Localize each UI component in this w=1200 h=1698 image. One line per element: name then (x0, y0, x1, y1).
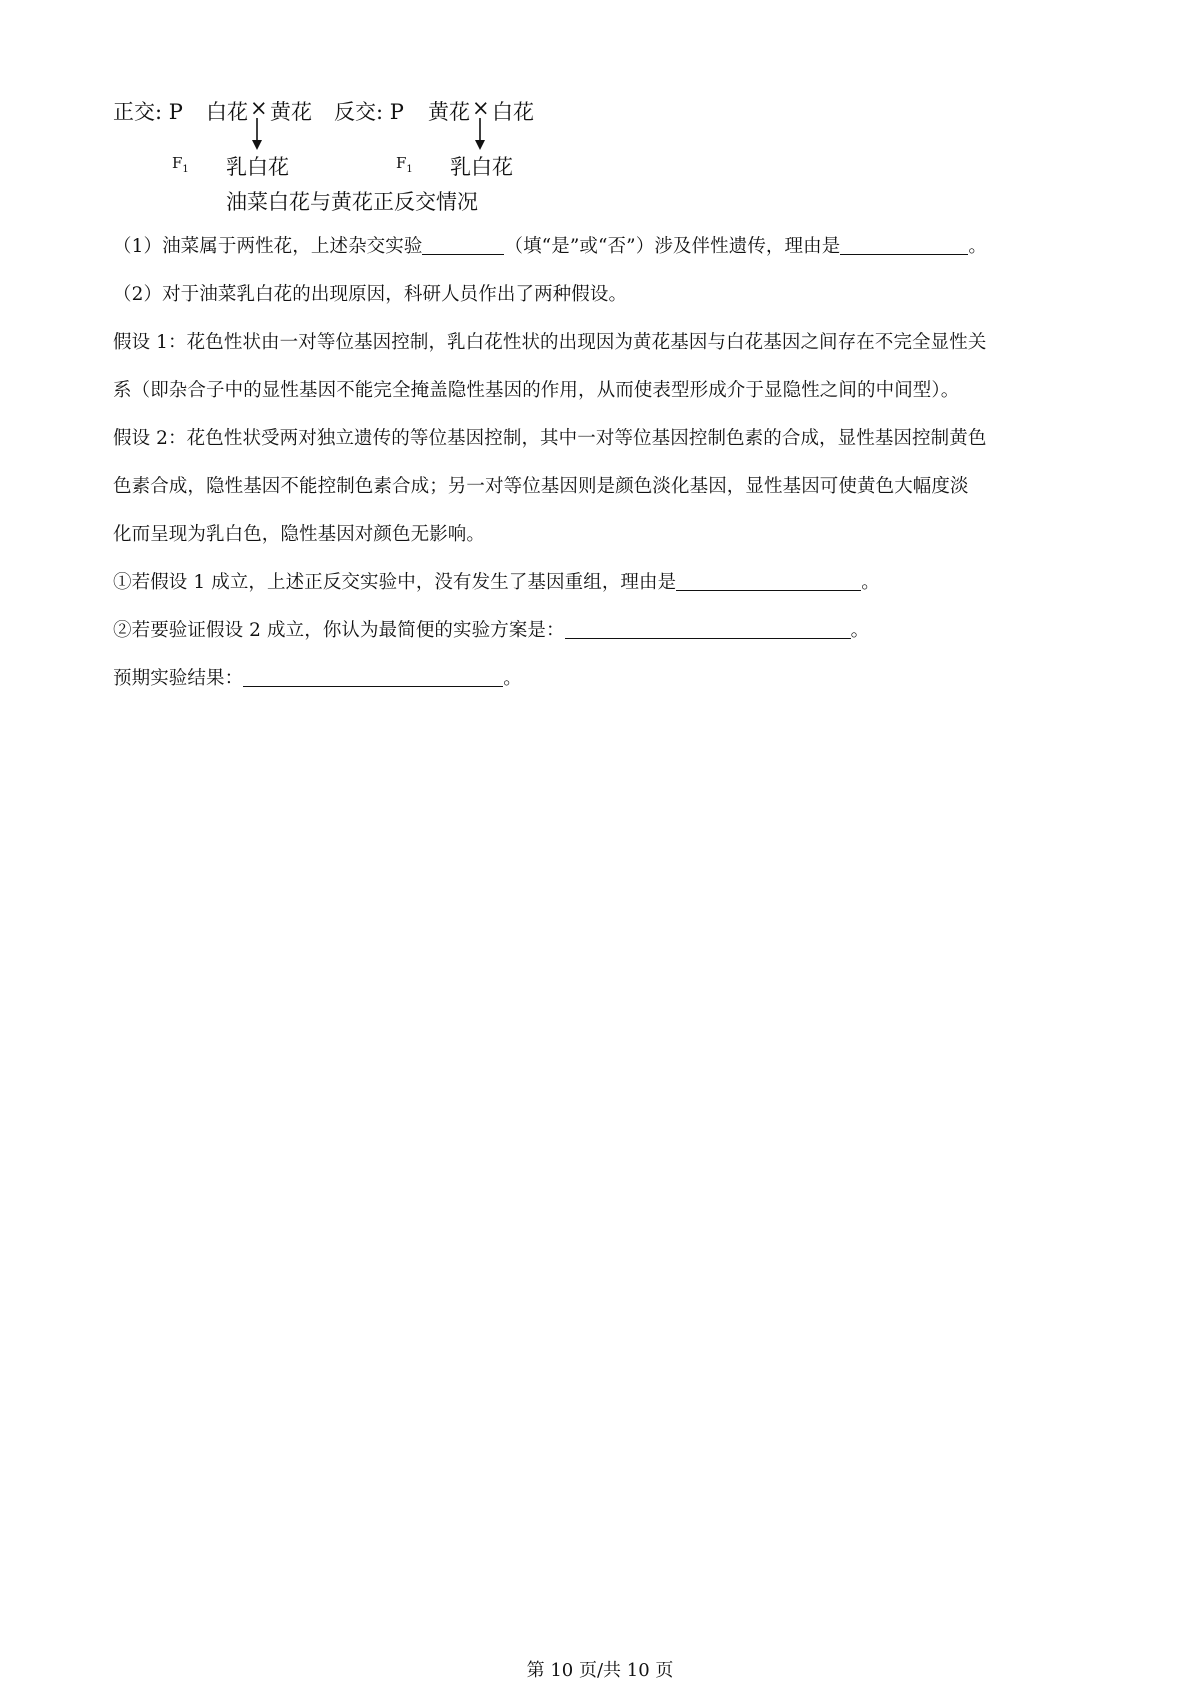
diagram-caption: 油菜白花与黄花正反交情况 (226, 190, 478, 214)
reverse-parent2: 白花 (492, 100, 534, 124)
reverse-cross-symbol: × (472, 96, 490, 120)
reverse-down-arrow-icon (473, 118, 487, 150)
forward-parent1: 白花 (206, 100, 248, 124)
reverse-offspring: 乳白花 (450, 155, 513, 179)
reverse-f1-label: $F_1$ (396, 154, 413, 175)
hypothesis-2-line-2: 色素合成，隐性基因不能控制色素合成；另一对等位基因则是颜色淡化基因，显性基因可使黄色大幅度淡 (113, 476, 969, 497)
answer-blank-experiment-plan[interactable] (565, 620, 851, 639)
forward-offspring: 乳白花 (226, 155, 289, 179)
answer-blank-recombination-reason[interactable] (676, 572, 861, 591)
hypothesis-1-line-1: 假设 1：花色性状由一对等位基因控制，乳白花性状的出现因为黄花基因与白花基因之间存在不完全显性关 (113, 332, 987, 353)
hypothesis-1-line-2: 系（即杂合子中的显性基因不能完全掩盖隐性基因的作用，从而使表型形成介于显隐性之间的中间型）。 (113, 380, 960, 401)
reverse-cross-label: 反交: P (334, 100, 404, 124)
hypothesis-2-line-1: 假设 2：花色性状受两对独立遗传的等位基因控制，其中一对等位基因控制色素的合成，显性基因控制黄色 (113, 428, 987, 449)
forward-parent2: 黄花 (270, 100, 312, 124)
answer-blank-expected-result[interactable] (243, 668, 503, 687)
expected-result: 预期实验结果： 。 (113, 668, 522, 689)
hypothesis-2-line-3: 化而呈现为乳白色，隐性基因对颜色无影响。 (113, 524, 486, 545)
page-number: 第 10 页/共 10 页 (526, 1660, 674, 1681)
question-2: （2）对于油菜乳白花的出现原因，科研人员作出了两种假设。 (113, 284, 628, 305)
answer-blank-yes-no[interactable] (422, 236, 504, 255)
forward-cross-label: 正交: P (113, 100, 183, 124)
answer-blank-reason[interactable] (840, 236, 968, 255)
forward-cross-symbol: × (250, 96, 268, 120)
sub-question-2: ②若要验证假设 2 成立，你认为最简便的实验方案是： 。 (113, 620, 870, 641)
forward-down-arrow-icon (250, 118, 264, 150)
forward-f1-label: $F_1$ (172, 154, 189, 175)
question-1: （1）油菜属于两性花，上述杂交实验 （填“是”或“否”）涉及伴性遗传，理由是 。 (113, 236, 987, 257)
sub-question-1: ①若假设 1 成立，上述正反交实验中，没有发生了基因重组，理由是 。 (113, 572, 880, 593)
reverse-parent1: 黄花 (428, 100, 470, 124)
